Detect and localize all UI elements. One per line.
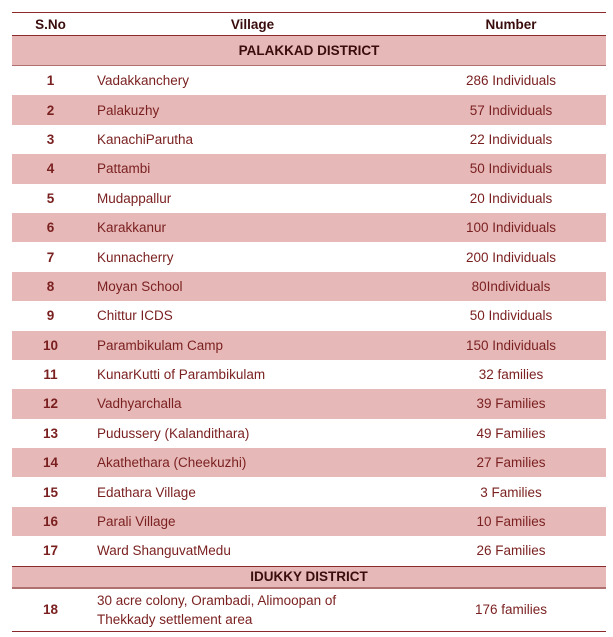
header-sno: S.No (35, 16, 66, 32)
row-number: 49 Families (476, 425, 546, 441)
row-number: 10 Families (476, 514, 546, 530)
row-village: KunarKutti of Parambikulam (97, 367, 266, 383)
row-number: 27 Families (476, 455, 546, 471)
table-row (12, 419, 606, 448)
table-row (12, 213, 606, 242)
row-village: Edathara Village (97, 484, 196, 500)
row-sno: 14 (42, 455, 59, 471)
table-row (12, 360, 606, 389)
row-sno: 9 (46, 308, 55, 324)
row-number: 80Individuals (471, 278, 551, 294)
row-number: 39 Families (476, 396, 546, 412)
row-village: Ward ShanguvatMedu (97, 543, 231, 559)
table-row (12, 536, 606, 565)
row-village (89, 591, 416, 629)
row-sno: 12 (42, 396, 59, 412)
row-village: Parali Village (97, 514, 176, 530)
row-sno: 3 (46, 131, 55, 147)
row-village: Parambikulam Camp (97, 337, 224, 353)
district-row-palakkad: PALAKKAD DISTRICT (12, 36, 606, 66)
palakkad-rows (12, 66, 606, 566)
table-row (12, 588, 606, 632)
row-village: Akathethara (Cheekuzhi) (97, 455, 247, 471)
row-village: Kunnacherry (97, 249, 174, 265)
table-header (12, 12, 606, 36)
row-number: 100 Individuals (465, 220, 557, 236)
row-sno: 10 (42, 337, 59, 353)
row-number: 286 Individuals (465, 73, 557, 89)
table-row (12, 184, 606, 213)
row-village: Karakkanur (97, 220, 167, 236)
table-row (12, 95, 606, 124)
row-village: Palakuzhy (97, 102, 160, 118)
village-table (12, 12, 606, 632)
row-number: 26 Families (476, 543, 546, 559)
row-village: KanachiParutha (97, 131, 194, 147)
row-sno: 13 (42, 425, 59, 441)
table-row (12, 66, 606, 95)
table-row (12, 154, 606, 183)
row-sno: 11 (43, 367, 58, 383)
row-number: 50 Individuals (469, 308, 553, 324)
table-row (12, 331, 606, 360)
row-number: 150 Individuals (465, 337, 557, 353)
row-sno: 17 (42, 543, 59, 559)
table-row (12, 301, 606, 330)
row-sno: 6 (46, 220, 55, 236)
row-sno: 18 (42, 602, 59, 618)
row-number: 50 Individuals (469, 161, 553, 177)
table-row (12, 125, 606, 154)
row-number: 3 Families (480, 484, 542, 500)
table-row (12, 242, 606, 271)
row-village-line: Thekkady settlement area (97, 611, 253, 627)
row-sno: 4 (46, 161, 55, 177)
row-number: 22 Individuals (469, 131, 553, 147)
header-village: Village (230, 16, 275, 32)
row-sno: 15 (42, 484, 59, 500)
row-number: 57 Individuals (469, 102, 553, 118)
table-row (12, 448, 606, 477)
table-row (12, 272, 606, 301)
row-village: Pattambi (97, 161, 151, 177)
row-sno: 16 (42, 514, 59, 530)
row-sno: 5 (46, 190, 55, 206)
row-village: Moyan School (97, 278, 183, 294)
row-number: 200 Individuals (465, 249, 557, 265)
district-row-idukky: IDUKKY DISTRICT (12, 566, 606, 588)
row-sno: 2 (46, 102, 55, 118)
table-row (12, 477, 606, 506)
row-village: Pudussery (Kalandithara) (97, 425, 250, 441)
row-sno: 1 (46, 73, 55, 89)
header-number: Number (485, 16, 537, 32)
row-sno: 8 (46, 278, 55, 294)
row-village: Chittur ICDS (97, 308, 173, 324)
row-sno: 7 (46, 249, 55, 265)
table-row (12, 389, 606, 418)
row-number: 32 families (478, 367, 544, 383)
row-number: 20 Individuals (469, 190, 553, 206)
row-village: Vadakkanchery (97, 73, 190, 89)
row-village: Mudappallur (97, 190, 172, 206)
row-village: Vadhyarchalla (97, 396, 182, 412)
row-village-line: 30 acre colony, Orambadi, Alimoopan of (97, 592, 337, 608)
table-row (12, 507, 606, 536)
row-number: 176 families (474, 602, 548, 618)
